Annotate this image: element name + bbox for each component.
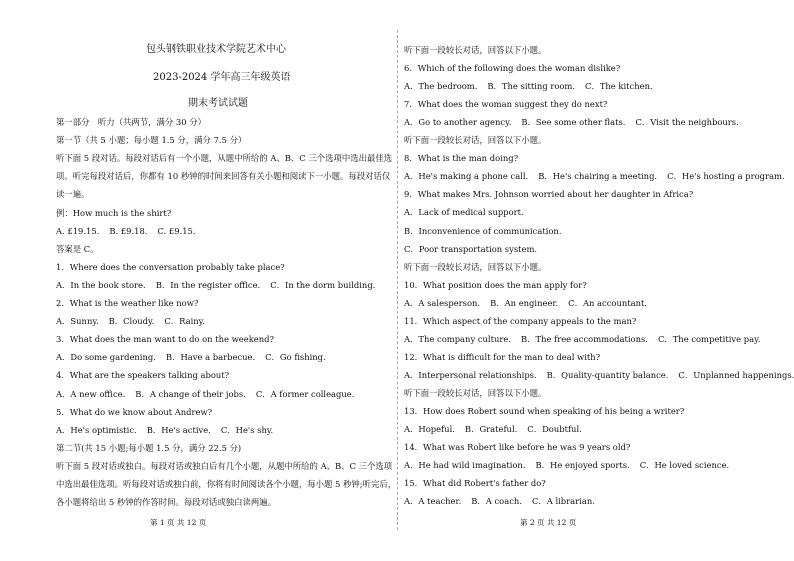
- answer-option: A．Sunny.: [56, 316, 99, 327]
- text-line: 听下面一段较长对话，回答以下小题。: [404, 45, 547, 55]
- answer-options: [56, 389, 364, 400]
- answer-option: C．The competitive pay.: [657, 333, 761, 344]
- text-line: C．Poor transportation system.: [404, 243, 538, 254]
- answer-option: A．Go to another agency.: [404, 117, 512, 128]
- text-line: 14．What was Robert like before he was 9 years old?: [404, 442, 631, 453]
- answer-option: A．Do some gardening.: [56, 352, 156, 363]
- answer-option: B．Have a barbecue.: [165, 352, 256, 363]
- text-line: 听下面一段较长对话，回答以下小题。: [404, 135, 547, 146]
- answer-options: [56, 425, 283, 436]
- answer-options: [404, 171, 794, 182]
- text-line: 15．What did Robert's father do?: [404, 478, 546, 489]
- answer-options: [404, 298, 657, 309]
- text-line: 第二节(共 15 小题;每小题 1.5 分，满分 22.5 分): [56, 442, 242, 453]
- answer-option: A．Hopeful.: [404, 424, 455, 435]
- answer-option: A．He had wild imagination.: [404, 460, 526, 471]
- answer-option: B．He enjoyed sports.: [535, 460, 630, 471]
- answer-option: C．The kitchen.: [585, 81, 653, 92]
- answer-option: A．A salesperson.: [404, 297, 481, 308]
- answer-options: [404, 424, 592, 435]
- answer-option: B．Quality-quantity balance.: [546, 369, 669, 380]
- answer-options: [56, 226, 206, 237]
- answer-option: C．An accountant.: [568, 297, 648, 308]
- text-line: 读一遍。: [56, 189, 90, 200]
- answer-option: B．A coach.: [471, 496, 522, 507]
- text-line: 1．Where does the conversation probably take place?: [56, 261, 285, 272]
- text-line: 12．What is difficult for the man to deal with?: [404, 351, 601, 362]
- text-line: 4．What are the speakers talking about?: [56, 370, 230, 381]
- text-line: 例：How much is the shirt?: [56, 207, 172, 218]
- text-line: 第一节（共 5 小题；每小题 1.5 分，满分 7.5 分）: [56, 135, 247, 146]
- text-line: 听下面 5 段对话。每段对话后有一个小题，从题中所给的 A、B、C 三个选项中选出最佳选: [56, 153, 393, 164]
- answer-options: [404, 117, 749, 128]
- answer-option: C．Visit the neighbours.: [635, 117, 739, 128]
- answer-options: [404, 334, 770, 345]
- school-title: 包头钢铁职业技术学院艺术中心: [146, 44, 286, 55]
- text-line: 10．What position does the man apply for?: [404, 279, 587, 290]
- answer-option: C．Go fishing.: [265, 352, 326, 363]
- answer-option: B．A change of their jobs.: [135, 388, 246, 399]
- answer-options: [56, 316, 215, 327]
- text-line: A．Lack of medical support.: [404, 207, 524, 218]
- answer-option: C．A librarian.: [531, 496, 595, 507]
- text-line: 中选出最佳选项。听每段对话或独白前，你将有时间阅读各个小题，每小题 5 秒钟;听完后，: [56, 479, 397, 489]
- text-line: 听下面一段较长对话，回答以下小题。: [404, 261, 547, 272]
- answer-option: B．The free accommodations.: [520, 333, 648, 344]
- answer-option: B．He's chairing a meeting.: [538, 171, 658, 182]
- answer-option: B．Grateful.: [464, 424, 518, 435]
- exam-year-title: 2023-2024 学年高三年级英语: [153, 72, 291, 83]
- text-line: 第一部分 听力（共两节，满分 30 分）: [56, 117, 206, 127]
- answer-option: C．Unplanned happenings.: [678, 369, 794, 380]
- text-line: 13．How does Robert sound when speaking of his being a writer?: [404, 406, 685, 416]
- answer-option: B．He's active.: [146, 424, 211, 435]
- text-line: 11．Which aspect of the company appeals to the man?: [404, 315, 637, 326]
- text-line: 7．What does the woman suggest they do next?: [404, 99, 608, 110]
- answer-option: B．In the register office.: [155, 279, 261, 290]
- answer-option: B．An engineer.: [490, 297, 559, 308]
- answer-option: A．A teacher.: [404, 496, 462, 507]
- answer-option: B. £9.18.: [109, 225, 148, 236]
- answer-option: B．See some other flats.: [521, 117, 626, 128]
- text-line: 6．Which of the following does the woman dislike?: [404, 63, 621, 74]
- answer-option: C．Doubtful.: [527, 424, 582, 435]
- answer-option: B．Cloudy.: [108, 316, 155, 327]
- answer-option: A．A new office.: [56, 388, 126, 399]
- answer-option: A．Interpersonal relationships.: [404, 369, 537, 380]
- answer-option: B．The sitting room.: [487, 81, 576, 92]
- text-line: 项。听完每段对话后，你都有 10 秒钟的时间来回答有关小题和阅读下一小题。每段对话仅: [56, 171, 391, 182]
- answer-option: A. £19.15.: [56, 225, 100, 236]
- text-line: 3．What does the man want to do on the weekend?: [56, 334, 274, 345]
- answer-option: C．He loved science.: [639, 460, 730, 471]
- answer-option: C．He's hosting a program.: [667, 171, 785, 182]
- answer-option: A．He's making a phone call.: [404, 171, 529, 182]
- answer-options: [404, 370, 794, 381]
- text-line: B．Inconvenience of communication.: [404, 225, 562, 236]
- text-line: 听下面一段较长对话，回答以下小题。: [404, 387, 547, 398]
- answer-option: A．The company culture.: [404, 333, 511, 344]
- answer-option: C．He's shy.: [220, 424, 274, 435]
- exam-name-title: 期末考试试题: [188, 98, 248, 109]
- answer-options: [56, 280, 385, 291]
- answer-option: A．He's optimistic.: [56, 424, 137, 435]
- answer-option: C．Rainy.: [164, 316, 205, 327]
- column-divider: [397, 30, 398, 530]
- answer-option: A．In the book store.: [56, 279, 146, 290]
- text-line: 8．What is the man doing?: [404, 153, 519, 164]
- answer-options: [404, 460, 739, 471]
- answer-option: C．A former colleague.: [255, 388, 355, 399]
- text-line: 5．What do we know about Andrew?: [56, 406, 213, 417]
- text-line: 9．What makes Mrs. Johnson worried about her daughter in Africa?: [404, 189, 694, 200]
- answer-options: [404, 81, 663, 92]
- answer-option: A．The bedroom.: [404, 81, 478, 92]
- text-line: 听下面 5 段对话或独白。每段对话或独白后有几个小题，从题中所给的 A、B、C 三个选项: [56, 460, 393, 471]
- answer-option: C. £9.15.: [157, 225, 196, 236]
- answer-option: C．In the dorm building.: [270, 279, 376, 290]
- answer-options: [56, 352, 336, 363]
- page-footer-left: 第 1 页 共 12 页: [150, 518, 207, 527]
- text-line: 答案是 C。: [56, 243, 99, 254]
- text-line: 各小题将给出 5 秒钟的作答时间。每段对话或独白读两遍。: [56, 497, 277, 508]
- page-footer-right: 第 2 页 共 12 页: [520, 518, 577, 527]
- answer-options: [404, 496, 605, 507]
- text-line: 2．What is the weather like now?: [56, 298, 199, 308]
